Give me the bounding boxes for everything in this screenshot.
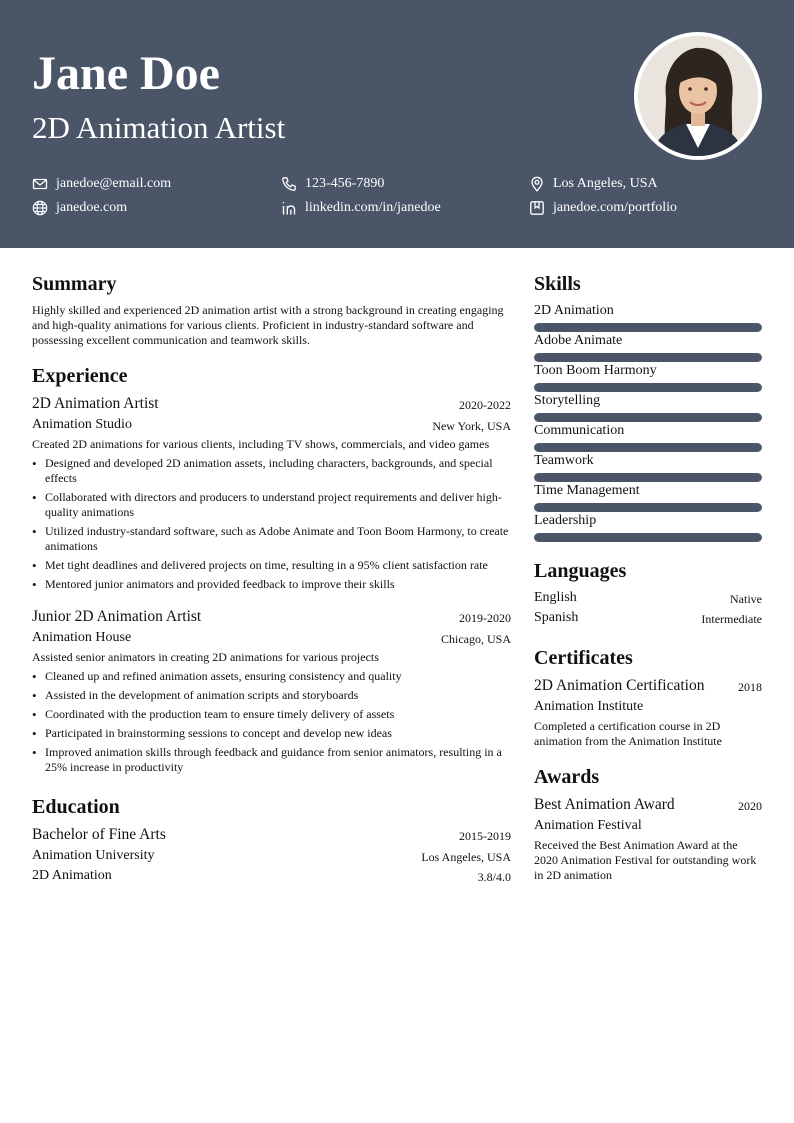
skill-name: 2D Animation: [534, 303, 614, 318]
skill-fill: [534, 473, 762, 482]
skill-bar: [534, 413, 762, 422]
list-item: • Met tight deadlines and delivered projects on time, resulting in a 95% client satisfaction rate: [32, 558, 512, 573]
contact-portfolio[interactable]: [529, 199, 677, 217]
skill-bar: [534, 533, 762, 542]
skill-bar: [534, 383, 762, 392]
skill-fill: [534, 443, 762, 452]
skill-fill: [534, 353, 762, 362]
contact-location-text: Los Angeles, USA: [553, 176, 658, 191]
list-item: • Collaborated with directors and producers to understand project requirements and deliver high-quality animations: [32, 490, 512, 520]
education-field: 2D Animation: [32, 868, 112, 883]
skill-fill: [534, 323, 762, 332]
person-name: Jane Doe: [32, 47, 220, 100]
job-company: Animation Studio: [32, 417, 132, 432]
awards-heading: Awards: [534, 766, 600, 788]
certificate-name: 2D Animation Certification: [534, 677, 705, 694]
contact-email-text: janedoe@email.com: [56, 176, 172, 191]
skill-fill: [534, 383, 762, 392]
contact-website-text: janedoe.com: [56, 200, 128, 215]
education-heading: Education: [32, 796, 120, 818]
job-role: 2D Animation Artist: [32, 110, 286, 145]
education-dates: 2015-2019: [459, 829, 511, 843]
job-location: Chicago, USA: [441, 632, 511, 646]
contact-email[interactable]: [32, 175, 171, 193]
job-location: New York, USA: [432, 419, 511, 433]
resume-header: [0, 0, 794, 248]
list-item: • Designed and developed 2D animation assets, including characters, backgrounds, and special effects: [32, 456, 512, 486]
list-item: • Assisted in the development of animation scripts and storyboards: [32, 688, 512, 703]
award-description: Received the Best Animation Award at the 2020 Animation Festival for outstanding work in 2D animation: [534, 838, 757, 882]
award-year: 2020: [738, 799, 762, 813]
phone-icon: [281, 176, 297, 192]
certificates-heading: Certificates: [534, 647, 633, 669]
skill-bar: [534, 353, 762, 362]
language-name: Spanish: [534, 610, 579, 625]
skill-bar: [534, 473, 762, 482]
summary-text: Highly skilled and experienced 2D animation artist with a strong background in creating engaging and high-quality animations for various clients. Proficient in industry-standard software and possessing excellent communication and teamwork skills.: [32, 303, 504, 347]
skill-fill: [534, 413, 762, 422]
list-item: • Utilized industry-standard software, such as Adobe Animate and Toon Boom Harmony, to create animations: [32, 524, 512, 554]
globe-icon: [32, 200, 48, 216]
skill-name: Communication: [534, 423, 625, 438]
skill-bar: [534, 323, 762, 332]
contact-phone[interactable]: [281, 175, 384, 193]
language-name: English: [534, 590, 577, 605]
education-location: Los Angeles, USA: [421, 850, 511, 864]
skill-name: Adobe Animate: [534, 333, 623, 348]
skill-name: Teamwork: [534, 453, 594, 468]
list-item: • Improved animation skills through feedback and guidance from senior animators, resulting in a 25% increase in productivity: [32, 745, 512, 775]
location-icon: [529, 176, 545, 192]
skills-heading: Skills: [534, 273, 581, 295]
job-dates: 2020-2022: [459, 398, 511, 412]
skill-fill: [534, 503, 762, 512]
award-issuer: Animation Festival: [534, 818, 642, 833]
contact-location: [529, 175, 658, 193]
contact-linkedin-text: linkedin.com/in/janedoe: [305, 200, 441, 215]
certificate-year: 2018: [738, 680, 762, 694]
job-bullets: [32, 669, 512, 779]
job-bullets: [32, 456, 512, 596]
education-gpa: 3.8/4.0: [477, 870, 511, 884]
contact-portfolio-text: janedoe.com/portfolio: [553, 200, 678, 215]
skill-name: Storytelling: [534, 393, 601, 408]
job-description: Assisted senior animators in creating 2D animations for various projects: [32, 650, 379, 664]
list-item: • Cleaned up and refined animation assets, ensuring consistency and quality: [32, 669, 512, 684]
job-description: Created 2D animations for various clients, including TV shows, commercials, and video games: [32, 437, 490, 451]
award-name: Best Animation Award: [534, 796, 675, 813]
contact-phone-text: 123-456-7890: [305, 176, 385, 191]
certificate-description: Completed a certification course in 2D animation from the Animation Institute: [534, 719, 722, 748]
job-company: Animation House: [32, 630, 132, 645]
education-degree: Bachelor of Fine Arts: [32, 826, 166, 843]
list-item: • Mentored junior animators and provided feedback to improve their skills: [32, 577, 512, 592]
certificate-issuer: Animation Institute: [534, 699, 644, 714]
education-school: Animation University: [32, 848, 155, 863]
profile-photo: [634, 32, 762, 160]
list-item: • Coordinated with the production team to ensure timely delivery of assets: [32, 707, 512, 722]
summary-heading: Summary: [32, 273, 117, 295]
portfolio-icon: [529, 200, 545, 216]
list-item: • Participated in brainstorming sessions to concept and develop new ideas: [32, 726, 512, 741]
skill-name: Toon Boom Harmony: [534, 363, 657, 378]
skill-fill: [534, 533, 762, 542]
languages-heading: Languages: [534, 560, 627, 582]
skill-name: Leadership: [534, 513, 597, 528]
skill-name: Time Management: [534, 483, 640, 498]
language-level: Native: [730, 592, 762, 606]
language-level: Intermediate: [701, 612, 762, 626]
experience-heading: Experience: [32, 365, 128, 387]
job-title: Junior 2D Animation Artist: [32, 608, 202, 625]
skill-bar: [534, 503, 762, 512]
job-dates: 2019-2020: [459, 611, 511, 625]
skill-bar: [534, 443, 762, 452]
job-title: 2D Animation Artist: [32, 395, 159, 412]
mail-icon: [32, 176, 48, 192]
contact-linkedin[interactable]: [281, 199, 441, 217]
contact-website[interactable]: [32, 199, 127, 217]
linkedin-icon: [281, 200, 297, 216]
